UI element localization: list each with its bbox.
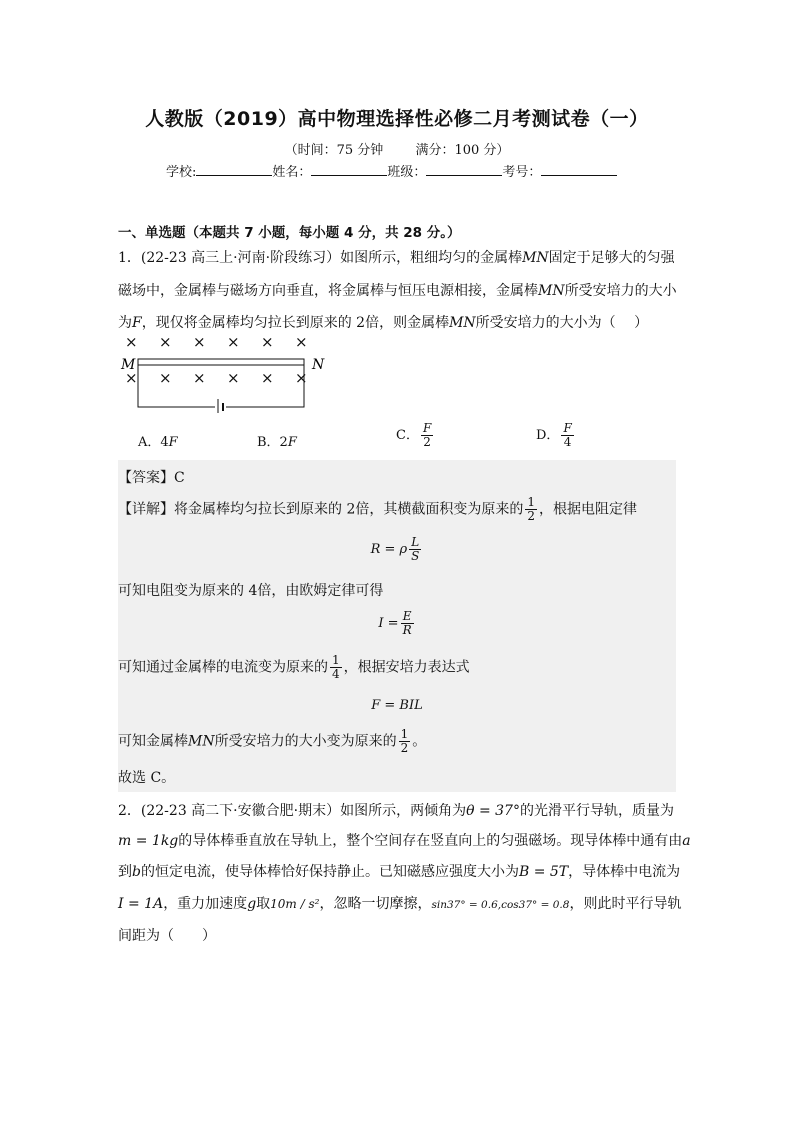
frac-num: L — [409, 536, 421, 550]
option-b-label: B．2 — [257, 435, 288, 450]
detail-text: 【详解】将金属棒均匀拉长到原来的 2倍，其横截面积变为原来的 — [118, 501, 524, 518]
q1-mn: MN — [449, 315, 476, 331]
option-a-label: A．4 — [138, 435, 169, 450]
q2-current: I = 1A — [118, 896, 164, 912]
equation-ampere: F = BIL — [371, 698, 423, 713]
q2-bfield: B = 5T — [518, 864, 569, 880]
label-n: N — [312, 357, 325, 373]
q2-text: 的恒定电流，使导体棒恰好保持静止。已知磁感应强度大小为 — [140, 864, 519, 880]
q2-line3 — [118, 861, 680, 881]
student-info — [166, 161, 617, 180]
label-m: M — [121, 357, 136, 373]
q2-text: ，导体棒中电流为 — [568, 864, 681, 880]
q2-mass: m = 1kg — [118, 833, 179, 849]
page-title: 人教版（2019）高中物理选择性必修二月考测试卷（一） — [145, 108, 649, 130]
q2-text: 的光滑平行导轨，质量为 — [519, 803, 674, 819]
eq-frac — [409, 536, 421, 563]
q2-line1 — [118, 800, 674, 820]
q1-mn: MN — [538, 283, 565, 299]
q1-text: 为 — [118, 315, 132, 331]
q2-text: 的导体棒垂直放在导轨上，整个空间存在竖直向上的匀强磁场。现导体棒中通有由 — [178, 833, 683, 849]
exam-no-label: 考号： — [502, 165, 542, 180]
name-field[interactable] — [311, 162, 387, 176]
option-b-f: F — [287, 435, 297, 450]
frac-den: R — [402, 623, 412, 637]
detail-text: 可知金属棒 — [118, 733, 188, 750]
frac-den: 2 — [423, 435, 431, 449]
q2-line2 — [118, 830, 691, 850]
option-a-f: F — [168, 435, 178, 450]
detail-text: ，根据电阻定律 — [539, 501, 637, 518]
frac-num: E — [401, 610, 414, 624]
equation-ohm — [118, 610, 676, 637]
frac-num: 1 — [527, 495, 535, 509]
exam-meta — [0, 139, 794, 158]
field-cross: × — [261, 333, 274, 351]
choose-line: 故选 C。 — [118, 770, 176, 786]
field-cross: × — [193, 333, 206, 351]
frac-den: 4 — [332, 667, 340, 681]
field-cross: × — [159, 333, 172, 351]
q2-line5: 间距为（ ） — [118, 928, 216, 944]
q2-gval: 10m / s² — [270, 897, 320, 911]
class-label: 班级： — [387, 165, 427, 180]
q1-text: 磁场中，金属棒与磁场方向垂直，将金属棒与恒压电源相接，金属棒 — [118, 283, 538, 299]
q1-text: 所受安培力的大小 — [564, 283, 677, 299]
eq-lhs: I = — [378, 616, 399, 631]
equation-resistance — [118, 536, 676, 563]
field-cross: × — [227, 333, 240, 351]
option-d-frac — [561, 422, 573, 449]
exam-time: （时间：75 分钟 — [284, 143, 384, 158]
q1-f: F — [132, 315, 142, 331]
q2-theta: θ = 37° — [466, 803, 520, 819]
q2-trig: sin37° = 0.6,cos37° = 0.8 — [431, 899, 570, 911]
q2-g: g — [247, 896, 257, 912]
detail-text: 可知通过金属棒的电流变为原来的 — [118, 659, 328, 676]
option-d[interactable] — [536, 422, 576, 449]
circuit-figure — [118, 333, 328, 413]
metal-rod — [138, 359, 304, 365]
detail-line3 — [118, 654, 470, 681]
exam-score: 满分：100 分） — [415, 143, 510, 158]
detail-line1 — [118, 496, 637, 523]
frac-num: F — [422, 421, 432, 435]
q1-mn: MN — [522, 250, 549, 266]
q1-line1 — [118, 247, 675, 267]
q2-text: 到 — [118, 864, 132, 880]
school-field[interactable] — [196, 162, 272, 176]
field-cross: × — [261, 369, 274, 387]
field-cross: × — [125, 369, 138, 387]
q2-a: a — [682, 833, 691, 849]
option-a[interactable] — [138, 431, 178, 450]
eq-lhs: R = ρ — [370, 542, 408, 557]
q2-text: ，重力加速度 — [163, 896, 248, 912]
field-cross: × — [193, 369, 206, 387]
frac-den: 2 — [527, 509, 535, 523]
frac-half — [399, 728, 411, 755]
q1-text: 1．(22-23 高三上·河南·阶段练习）如图所示，粗细均匀的金属棒 — [118, 250, 523, 266]
frac-quarter — [330, 654, 342, 681]
option-c-label: C． — [396, 428, 419, 443]
q2-text: 取 — [256, 896, 271, 912]
frac-den: S — [411, 549, 420, 563]
field-cross: × — [295, 369, 308, 387]
q1-line2 — [118, 280, 677, 300]
eq-frac — [401, 610, 414, 637]
option-c-frac — [421, 422, 433, 449]
option-b[interactable] — [257, 431, 297, 450]
option-c[interactable] — [396, 422, 435, 449]
q1-text: 所受安培力的大小为（ ） — [475, 315, 649, 331]
frac-den: 2 — [400, 741, 409, 755]
q1-mn: MN — [188, 733, 215, 750]
q2-line4 — [118, 893, 681, 913]
section-heading: 一、单选题（本题共 7 小题，每小题 4 分，共 28 分。） — [118, 225, 461, 241]
q2-text: 2．(22-23 高二下·安徽合肥·期末）如图所示，两倾角为 — [118, 803, 467, 819]
class-field[interactable] — [426, 162, 502, 176]
frac-half — [525, 496, 537, 523]
option-d-label: D． — [536, 428, 560, 443]
school-label: 学校: — [166, 165, 197, 180]
field-cross: × — [159, 369, 172, 387]
q1-text: ，现仅将金属棒均匀拉长到原来的 2倍，则金属棒 — [141, 315, 450, 331]
answer-label: 【答案】C — [118, 470, 185, 486]
frac-den: 4 — [563, 435, 572, 449]
q1-text: 固定于足够大的匀强 — [548, 250, 675, 266]
q1-line3 — [118, 312, 648, 332]
detail-text: ，根据安培力表达式 — [343, 659, 470, 676]
detail-line4 — [118, 728, 426, 755]
q2-b: b — [132, 864, 141, 880]
exam-no-field[interactable] — [541, 162, 617, 176]
field-cross: × — [295, 333, 308, 351]
frac-num: F — [563, 421, 572, 435]
field-cross: × — [227, 369, 240, 387]
q2-text: ，忽略一切摩擦， — [319, 896, 432, 912]
detail-text: 。 — [412, 733, 427, 750]
field-cross: × — [125, 333, 138, 351]
detail-line2: 可知电阻变为原来的 4倍，由欧姆定律可得 — [118, 583, 384, 599]
detail-text: 所受安培力的大小变为原来的 — [214, 733, 397, 750]
frac-num: 1 — [400, 727, 409, 741]
frac-num: 1 — [332, 653, 340, 667]
name-label: 姓名： — [272, 165, 312, 180]
q2-text: ，则此时平行导轨 — [569, 896, 682, 912]
